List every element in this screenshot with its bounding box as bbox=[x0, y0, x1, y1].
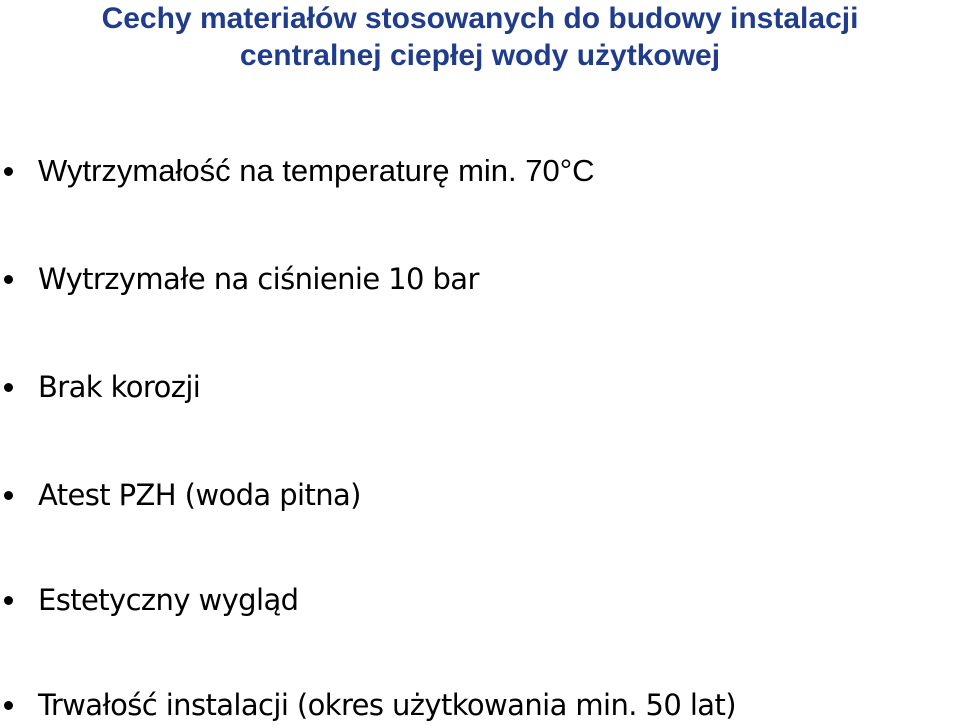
bullet-dot-icon bbox=[4, 275, 13, 284]
bullet-dot-icon bbox=[4, 701, 13, 710]
bullet-text: Trwałość instalacji (okres użytkowania min. 50 lat) bbox=[38, 688, 736, 722]
bullet-text: Estetyczny wygląd bbox=[38, 583, 299, 617]
bullet-dot-icon bbox=[4, 167, 13, 176]
bullet-text: Atest PZH (woda pitna) bbox=[38, 478, 361, 512]
slide-title bbox=[0, 0, 960, 74]
bullet-text: Wytrzymałe na ciśnienie 10 bar bbox=[38, 262, 479, 296]
bullet-dot-icon bbox=[4, 383, 13, 392]
slide-title-line-1: Cechy materiałów stosowanych do budowy instalacji bbox=[101, 2, 859, 35]
slide-title-line-2: centralnej ciepłej wody użytkowej bbox=[239, 39, 721, 72]
bullet-dot-icon bbox=[4, 491, 13, 500]
bullet-dot-icon bbox=[4, 596, 13, 605]
bullet-text: Brak korozji bbox=[38, 370, 201, 404]
bullet-text: Wytrzymałość na temperaturę min. 70°C bbox=[38, 153, 595, 188]
